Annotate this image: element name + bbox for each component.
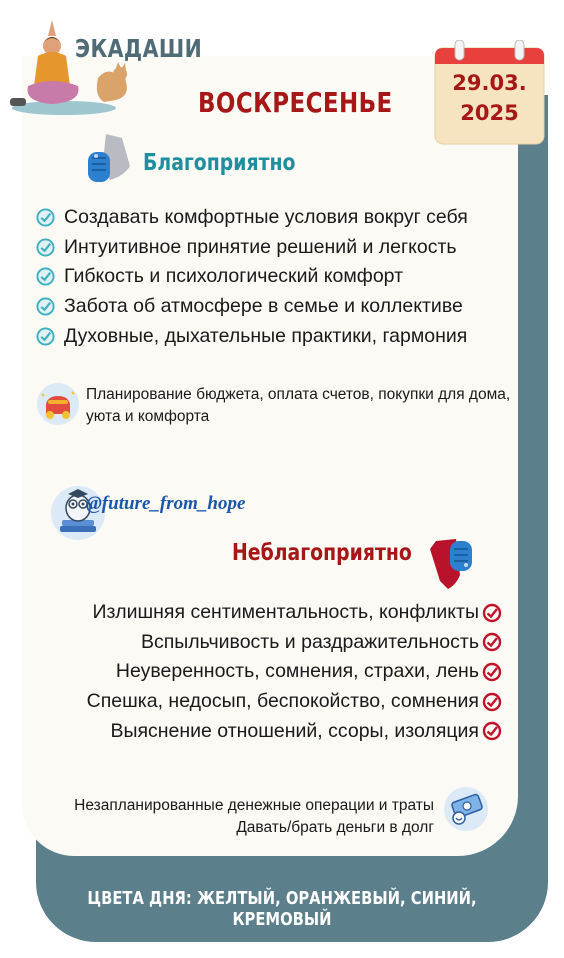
list-item <box>87 598 502 628</box>
unfavorable-note-line: Незапланированные денежные операции и траты <box>74 797 434 814</box>
check-circle-icon <box>36 267 55 286</box>
list-item <box>87 716 502 746</box>
colors-of-the-day: ЦВЕТА ДНЯ: ЖЕЛТЫЙ, ОРАНЖЕВЫЙ, СИНИЙ, КРЕМОВЫЙ <box>87 888 477 930</box>
unfavorable-item-text: Излишняя сентиментальность, конфликты <box>92 601 479 624</box>
no-money-icon <box>443 786 489 832</box>
check-circle-icon <box>36 297 55 316</box>
check-circle-icon <box>482 632 502 652</box>
list-item <box>36 203 468 233</box>
favorable-note: Планирование бюджета, оплата счетов, покупки для дома, уюта и комфорта <box>86 386 511 425</box>
list-item <box>36 321 468 351</box>
check-circle-icon <box>482 692 502 712</box>
unfavorable-list <box>87 598 502 746</box>
wallet-money-icon <box>36 382 80 426</box>
list-item <box>36 262 468 292</box>
unfavorable-item-text: Спешка, недосып, беспокойство, сомнения <box>86 690 479 713</box>
unfavorable-title: Неблагоприятно <box>232 540 412 566</box>
favorable-item-text: Интуитивное принятие решений и легкость <box>64 235 457 258</box>
check-circle-icon <box>36 208 55 227</box>
favorable-item-text: Духовные, дыхательные практики, гармония <box>64 324 468 347</box>
author-handle: @future_from_hope <box>86 493 246 514</box>
list-item <box>36 292 468 322</box>
thumbs-down-icon <box>426 535 476 591</box>
check-circle-icon <box>36 327 55 346</box>
date-year: 2025 <box>460 101 519 125</box>
list-item <box>87 657 502 687</box>
calendar-date <box>433 68 546 128</box>
check-circle-icon <box>482 603 502 623</box>
unfavorable-item-text: Выяснение отношений, ссоры, изоляция <box>110 719 479 742</box>
unfavorable-note-line: Давать/брать деньги в долг <box>236 819 434 836</box>
check-circle-icon <box>482 662 502 682</box>
favorable-title: Благоприятно <box>143 150 296 176</box>
thumbs-up-icon <box>84 130 134 186</box>
list-item <box>87 628 502 658</box>
date-day-month: 29.03. <box>452 71 527 95</box>
yoga-illustration <box>8 16 140 118</box>
weekday-title: ВОСКРЕСЕНЬЕ <box>198 86 393 119</box>
favorable-item-text: Гибкость и психологический комфорт <box>64 265 404 288</box>
list-item <box>36 233 468 263</box>
brand-title: ЭКАДАШИ <box>75 34 203 63</box>
unfavorable-note <box>74 795 434 839</box>
favorable-item-text: Создавать комфортные условия вокруг себя <box>64 206 468 229</box>
unfavorable-item-text: Вспыльчивость и раздражительность <box>140 630 479 653</box>
check-circle-icon <box>482 721 502 741</box>
list-item <box>87 687 502 717</box>
check-circle-icon <box>36 238 55 257</box>
favorable-list <box>36 203 468 351</box>
unfavorable-item-text: Неуверенность, сомнения, страхи, лень <box>115 660 479 683</box>
favorable-item-text: Забота об атмосфере в семье и коллективе <box>64 295 463 318</box>
